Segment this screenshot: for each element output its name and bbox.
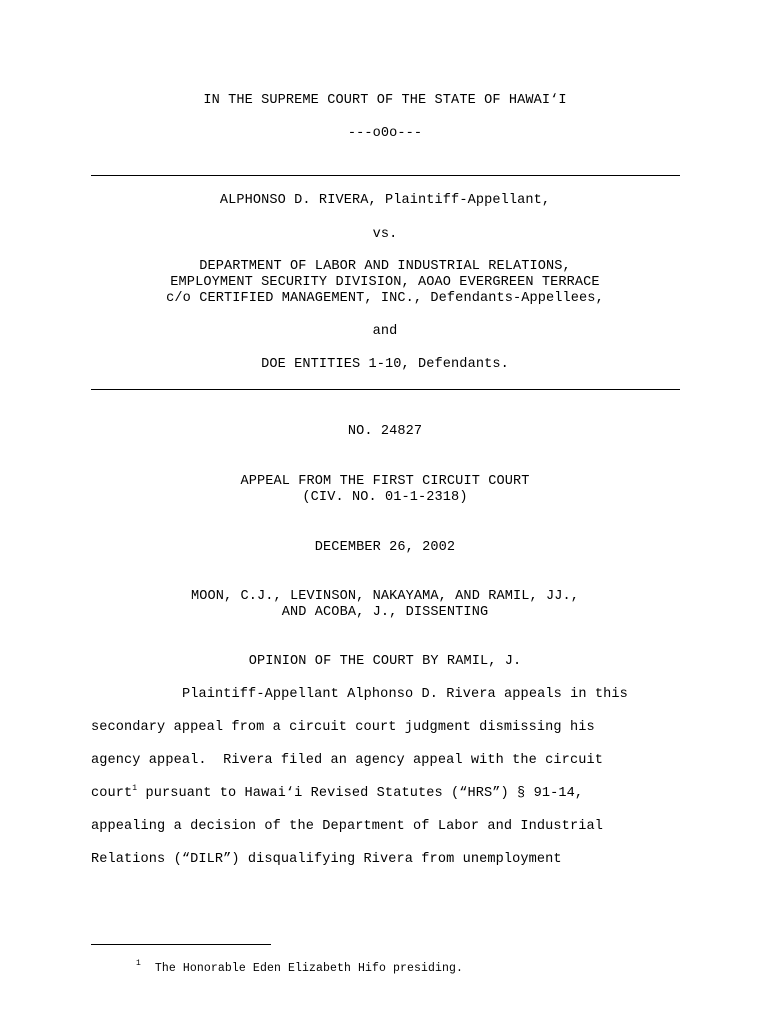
case-number: NO. 24827 xyxy=(347,424,423,439)
footnote-text: The Honorable Eden Elizabeth Hifo presiding. xyxy=(154,962,463,975)
and-line: and xyxy=(372,324,398,339)
body-line-4 xyxy=(91,786,583,802)
body-line-2: secondary appeal from a circuit court judgment dismissing his xyxy=(91,720,595,735)
body-line-4-end: pursuant to Hawai‘i Revised Statutes (“HRS”) § 91-14, xyxy=(137,786,584,801)
appeal-line-1: APPEAL FROM THE FIRST CIRCUIT COURT xyxy=(240,474,530,489)
court-title: IN THE SUPREME COURT OF THE STATE OF HAWAI‘I xyxy=(203,93,567,108)
body-line-5: appealing a decision of the Department of Labor and Industrial xyxy=(91,819,603,834)
decision-date: DECEMBER 26, 2002 xyxy=(314,540,456,555)
footnote xyxy=(136,961,463,977)
footnote-rule xyxy=(91,944,271,945)
plaintiff-line: ALPHONSO D. RIVERA, Plaintiff-Appellant, xyxy=(219,193,551,208)
defendants-line-3: c/o CERTIFIED MANAGEMENT, INC., Defendants-Appellees, xyxy=(166,291,604,306)
appeal-line-2: (CIV. NO. 01-1-2318) xyxy=(302,490,468,505)
opinion-heading: OPINION OF THE COURT BY RAMIL, J. xyxy=(248,654,522,669)
footnote-reference[interactable]: 1 xyxy=(132,784,138,793)
justices-line-2: AND ACOBA, J., DISSENTING xyxy=(281,605,489,620)
defendants-line-2: EMPLOYMENT SECURITY DIVISION, AOAO EVERGREEN TERRACE xyxy=(170,275,600,290)
defendants-line-1: DEPARTMENT OF LABOR AND INDUSTRIAL RELATIONS, xyxy=(199,259,571,274)
footnote-marker: 1 xyxy=(136,959,141,968)
body-line-1: Plaintiff-Appellant Alphonso D. Rivera appeals in this xyxy=(182,687,628,702)
versus-line: vs. xyxy=(372,227,398,242)
caption-bottom-rule xyxy=(91,389,680,390)
body-line-6: Relations (“DILR”) disqualifying Rivera from unemployment xyxy=(91,852,562,867)
doe-entities-line: DOE ENTITIES 1-10, Defendants. xyxy=(261,357,509,372)
justices-line-1: MOON, C.J., LEVINSON, NAKAYAMA, AND RAMIL, JJ., xyxy=(190,589,580,604)
caption-top-rule xyxy=(91,175,680,176)
body-line-3: agency appeal. Rivera filed an agency appeal with the circuit xyxy=(91,753,603,768)
ornament: ---o0o--- xyxy=(347,126,423,141)
body-line-4-start: court xyxy=(91,786,133,801)
